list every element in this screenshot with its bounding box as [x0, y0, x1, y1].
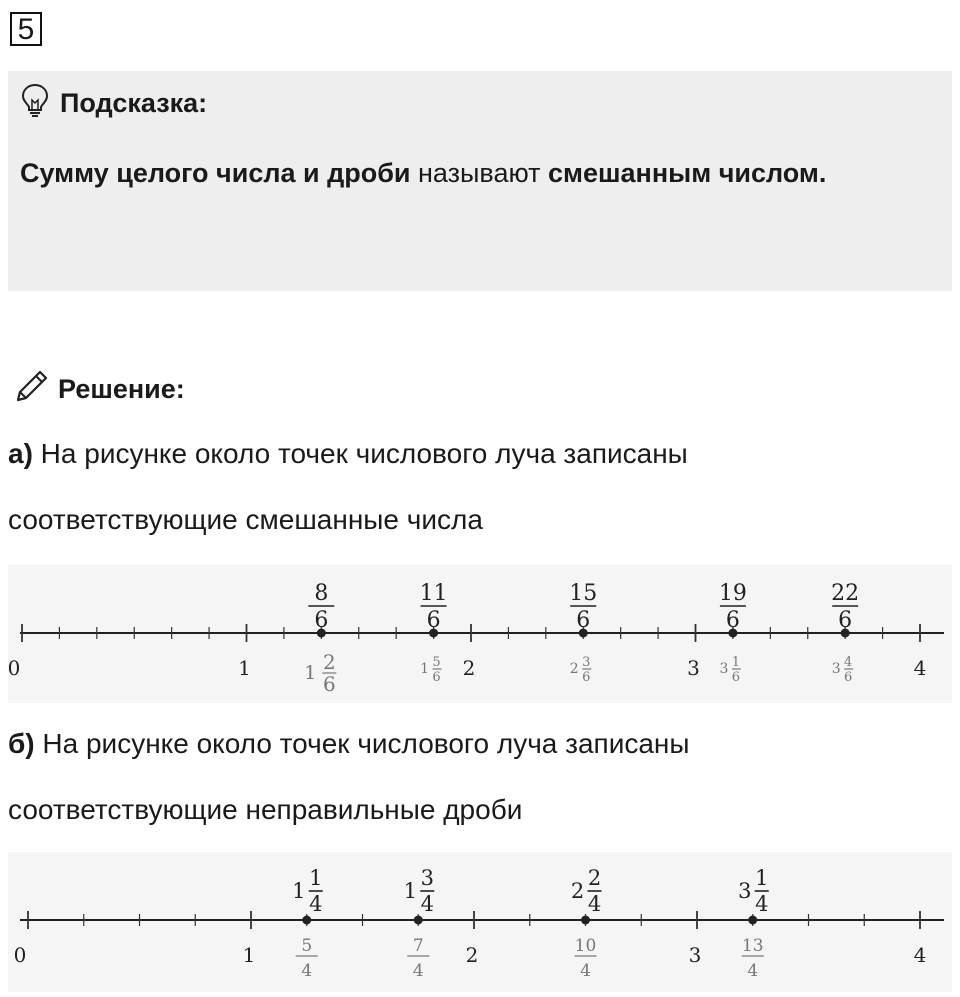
part-b-line-1: [8, 724, 948, 764]
bottom-denominator: 4: [412, 961, 424, 981]
mixed-whole: 1: [420, 661, 430, 677]
part-a-line-1: [8, 434, 948, 474]
integer-label: 2: [465, 943, 479, 967]
solution-title: [12, 366, 185, 413]
mixed-denominator: 6: [844, 670, 853, 685]
part-a-line-2: соответствующие смешанные числа: [8, 504, 483, 535]
hint-normal: называют: [410, 158, 549, 188]
pencil-icon: [12, 366, 52, 413]
top-numerator: 15: [569, 581, 598, 606]
number-line-b: [8, 852, 952, 992]
bottom-numerator: 7: [412, 936, 424, 956]
integer-label: 3: [687, 656, 700, 680]
bottom-numerator: 10: [574, 936, 597, 956]
mixed-whole: 2: [569, 661, 579, 677]
mixed-whole: 1: [403, 879, 417, 903]
mixed-denominator: 4: [309, 892, 323, 916]
integer-label: 4: [913, 656, 927, 680]
integer-label: 4: [913, 943, 927, 967]
mixed-denominator: 6: [322, 672, 336, 696]
part-b-letter: б): [8, 728, 35, 759]
mixed-whole: 2: [570, 879, 585, 903]
mixed-numerator: 1: [755, 866, 769, 890]
solution-title-text: Решение:: [58, 374, 185, 404]
point-marker: [414, 916, 423, 925]
integer-label: 0: [13, 943, 27, 967]
bottom-numerator: 13: [741, 936, 764, 956]
lightbulb-icon: [20, 82, 50, 125]
mixed-denominator: 4: [755, 892, 769, 916]
mixed-whole: 3: [719, 661, 729, 677]
mixed-numerator: 3: [420, 866, 434, 890]
top-denominator: 6: [576, 608, 591, 633]
integer-label: 1: [238, 656, 251, 680]
task-number: 5: [10, 12, 42, 46]
hint-title-text: Подсказка:: [60, 88, 208, 118]
point-marker: [748, 916, 757, 925]
mixed-denominator: 4: [587, 892, 602, 916]
mixed-denominator: 4: [420, 892, 434, 916]
point-marker: [581, 916, 590, 925]
mixed-whole: 3: [738, 879, 752, 903]
hint-bold-1: Сумму целого числа и дроби: [20, 158, 411, 188]
mixed-numerator: 2: [587, 866, 602, 890]
top-denominator: 6: [314, 608, 329, 633]
mixed-whole: 3: [831, 661, 841, 677]
integer-label: 2: [462, 656, 476, 680]
top-numerator: 22: [831, 581, 860, 606]
top-denominator: 6: [725, 608, 740, 633]
mixed-denominator: 6: [731, 670, 741, 685]
hint-text: [20, 148, 920, 198]
hint-title: [20, 82, 207, 125]
bottom-numerator: 5: [301, 936, 313, 956]
integer-label: 1: [242, 943, 256, 967]
top-denominator: 6: [426, 608, 441, 633]
part-a-text-1: На рисунке около точек числового луча записаны: [32, 438, 688, 469]
bottom-denominator: 4: [301, 961, 313, 981]
bottom-denominator: 4: [580, 961, 591, 981]
mixed-numerator: 3: [582, 655, 591, 670]
part-b-line-2: соответствующие неправильные дроби: [8, 794, 523, 825]
bottom-denominator: 4: [747, 961, 759, 981]
mixed-whole: 1: [304, 662, 317, 684]
integer-label: 0: [8, 656, 21, 680]
number-line-a: [8, 565, 952, 703]
mixed-numerator: 1: [731, 655, 741, 670]
mixed-numerator: 1: [309, 866, 323, 890]
mixed-whole: 1: [292, 879, 306, 903]
mixed-numerator: 4: [844, 655, 853, 670]
top-numerator: 11: [419, 581, 448, 606]
top-denominator: 6: [838, 608, 853, 633]
top-numerator: 8: [314, 581, 329, 606]
top-numerator: 19: [718, 581, 747, 606]
mixed-numerator: 5: [432, 655, 441, 670]
integer-label: 3: [688, 943, 702, 967]
hint-bold-2: смешанным числом.: [548, 158, 827, 188]
mixed-denominator: 6: [582, 670, 591, 685]
part-b-text-1: На рисунке около точек числового луча записаны: [34, 728, 690, 759]
point-marker: [302, 916, 311, 925]
part-a-letter: а): [8, 438, 33, 469]
mixed-numerator: 2: [322, 650, 336, 674]
mixed-denominator: 6: [432, 670, 441, 685]
